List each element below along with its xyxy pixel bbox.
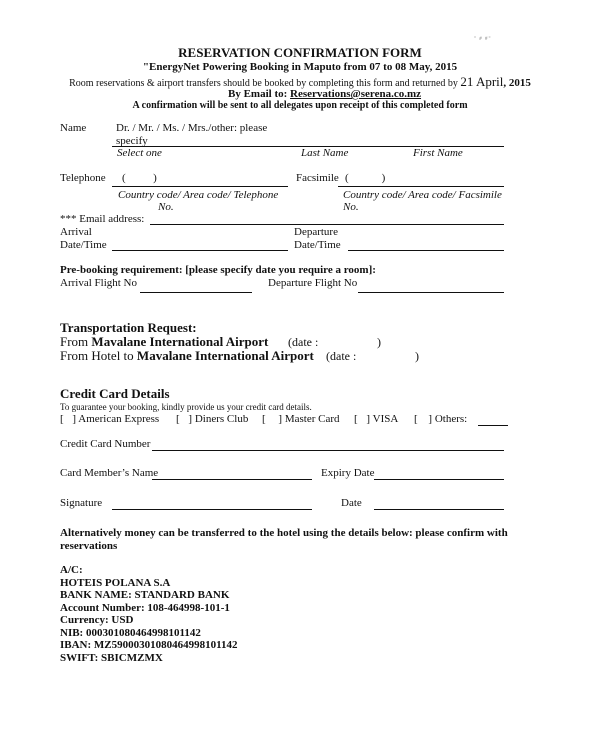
arrival-datetime-line[interactable] <box>112 250 288 251</box>
card-number-line[interactable] <box>152 450 504 451</box>
bank-nib: NIB: 000301080464998101142 <box>60 627 201 639</box>
card-option-others[interactable] <box>414 413 467 425</box>
arrival-flight-label: Arrival Flight No <box>60 277 137 289</box>
card-label: American Express <box>78 413 160 425</box>
card-checkbox-open: [ <box>176 413 180 425</box>
card-option-mastercard[interactable] <box>262 413 340 425</box>
transport-row2-date-close: ) <box>415 349 419 363</box>
deadline-year: , 2015 <box>503 77 531 89</box>
card-checkbox-open: [ <box>354 413 358 425</box>
email-prefix: By Email to: <box>228 88 288 100</box>
others-field-line[interactable] <box>478 425 508 426</box>
telephone-hint: Country code/ Area code/ Telephone <box>118 189 279 201</box>
credit-card-guarantee: To guarantee your booking, kindly provide us your credit card details. <box>60 402 312 412</box>
last-name-hint: Last Name <box>301 147 349 159</box>
deadline-date: 21 April <box>460 74 504 89</box>
card-checkbox-close: ] <box>72 413 77 425</box>
card-checkbox-open: [ <box>262 413 266 425</box>
card-option-diners[interactable] <box>176 413 248 425</box>
form-title: RESERVATION CONFIRMATION FORM <box>178 45 422 60</box>
card-option-visa[interactable] <box>354 413 398 425</box>
name-label: Name <box>60 122 87 134</box>
form-subtitle: "EnergyNet Powering Booking in Maputo from 07 to 08 May, 2015 <box>142 61 458 73</box>
expiry-date-line[interactable] <box>374 479 504 480</box>
bank-account-holder: HOTEIS POLANA S.A <box>60 577 171 589</box>
transport-row1-place: Mavalane International Airport <box>91 334 269 349</box>
telephone-field-line[interactable] <box>112 186 288 187</box>
transport-heading: Transportation Request: <box>60 320 197 335</box>
bank-iban: IBAN: MZ59000301080464998101142 <box>60 639 238 651</box>
signature-label: Signature <box>60 497 103 509</box>
transport-hotel-to-airport <box>60 348 314 364</box>
card-option-amex[interactable] <box>60 413 159 425</box>
credit-card-heading: Credit Card Details <box>60 386 170 401</box>
card-label: Others: <box>434 413 468 425</box>
bank-name: BANK NAME: STANDARD BANK <box>60 589 230 601</box>
email-address-label: *** Email address: <box>60 213 145 225</box>
facsimile-label: Facsimile <box>296 172 339 184</box>
prebooking-label: Pre-booking requirement: [please specify date you require a room]: <box>60 264 376 276</box>
arrival-flight-line[interactable] <box>140 292 252 293</box>
card-checkbox-close: ] <box>366 413 371 425</box>
date-label: Date <box>341 497 362 509</box>
select-one-hint: Select one <box>117 147 162 159</box>
reservations-email-link[interactable]: Reservations@serena.co.mz <box>290 88 422 100</box>
alternative-payment-note: Alternatively money can be transferred to the hotel using the details below: please confirm with <box>60 527 508 539</box>
confirmation-note: A confirmation will be sent to all delegates upon receipt of this completed form <box>132 100 468 111</box>
card-checkbox-open: [ <box>414 413 418 425</box>
page-corner-mark: " # #" <box>474 37 492 42</box>
departure-flight-line[interactable] <box>358 292 504 293</box>
signature-line[interactable] <box>112 509 312 510</box>
transport-row2-prefix: From Hotel to <box>60 348 134 363</box>
facsimile-code-paren: ( ) <box>345 172 386 184</box>
bank-account-number: Account Number: 108-464998-101-1 <box>60 602 230 614</box>
departure-flight-label: Departure Flight No <box>268 277 358 289</box>
departure-datetime-line[interactable] <box>348 250 504 251</box>
expiry-date-label: Expiry Date <box>321 467 375 479</box>
bank-swift: SWIFT: SBICMZMX <box>60 652 163 664</box>
card-label: Diners Club <box>194 413 249 425</box>
date-line[interactable] <box>374 509 504 510</box>
email-field-line[interactable] <box>150 224 504 225</box>
telephone-code-paren: ( ) <box>122 172 157 184</box>
transport-row1-prefix: From <box>60 334 89 349</box>
transport-row2-date-label: (date : <box>326 349 357 363</box>
title-options: Dr. / Mr. / Ms. / Mrs./other: please <box>116 122 268 134</box>
transport-row1-date-close: ) <box>377 335 381 349</box>
instruction-text: Room reservations & airport transfers should be booked by completing this form and returned by <box>69 78 458 89</box>
facsimile-hint: Country code/ Area code/ Facsimile <box>343 189 502 201</box>
alternative-payment-note-cont: reservations <box>60 540 118 552</box>
departure-datetime-label: Date/Time <box>294 239 341 251</box>
card-checkbox-close: ] <box>428 413 433 425</box>
bank-ac-label: A/C: <box>60 564 83 576</box>
card-member-name-label: Card Member’s Name <box>60 467 159 479</box>
card-number-label: Credit Card Number <box>60 438 151 450</box>
email-line <box>228 88 421 100</box>
arrival-label: Arrival <box>60 226 92 238</box>
card-member-name-line[interactable] <box>152 479 312 480</box>
departure-label: Departure <box>294 226 338 238</box>
facsimile-field-line[interactable] <box>338 186 504 187</box>
telephone-hint-no: No. <box>158 201 174 213</box>
transport-row2-place: Mavalane International Airport <box>136 348 314 363</box>
card-checkbox-open: [ <box>60 413 64 425</box>
card-checkbox-close: ] <box>278 413 283 425</box>
card-label: VISA <box>372 413 399 425</box>
arrival-datetime-label: Date/Time <box>60 239 107 251</box>
bank-currency: Currency: USD <box>60 614 134 626</box>
title-options-specify: specify <box>116 135 148 147</box>
card-checkbox-close: ] <box>188 413 193 425</box>
telephone-label: Telephone <box>60 172 106 184</box>
first-name-hint: First Name <box>413 147 463 159</box>
card-label: Master Card <box>284 413 340 425</box>
facsimile-hint-no: No. <box>343 201 359 213</box>
transport-row1-date-label: (date : <box>288 335 319 349</box>
